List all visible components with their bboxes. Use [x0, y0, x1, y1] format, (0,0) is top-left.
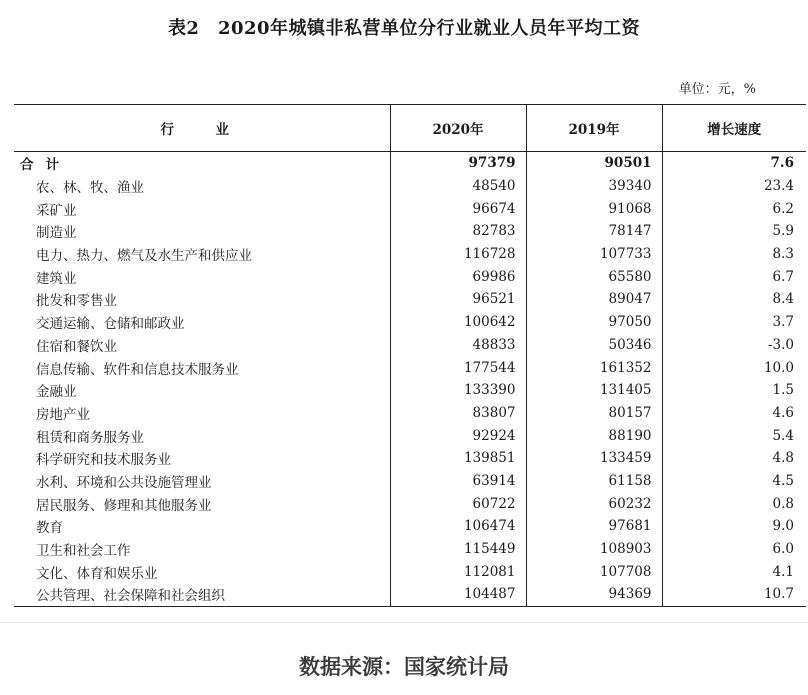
value-2019-cell: 89047 — [526, 288, 662, 311]
growth-cell: 5.9 — [662, 220, 806, 243]
industry-cell: 公共管理、社会保障和社会组织 — [14, 583, 390, 606]
value-2019-cell: 91068 — [526, 197, 662, 220]
table-header-row — [14, 105, 806, 152]
growth-cell: 6.7 — [662, 265, 806, 288]
value-2019-cell: 78147 — [526, 220, 662, 243]
growth-cell: 6.2 — [662, 197, 806, 220]
table-row — [14, 175, 806, 198]
table-body — [14, 152, 806, 607]
growth-cell: 4.8 — [662, 447, 806, 470]
value-2020-cell: 83807 — [390, 402, 526, 425]
value-2020-cell: 100642 — [390, 311, 526, 334]
value-2020-cell: 177544 — [390, 356, 526, 379]
header-industry: 行 业 — [14, 105, 390, 152]
table-row — [14, 265, 806, 288]
value-2019-cell: 107708 — [526, 560, 662, 583]
value-2020-cell: 60722 — [390, 492, 526, 515]
header-2019: 2019年 — [526, 105, 662, 152]
table-row — [14, 288, 806, 311]
growth-cell: 10.7 — [662, 583, 806, 606]
industry-cell: 租赁和商务服务业 — [36, 429, 144, 446]
growth-cell: 8.4 — [662, 288, 806, 311]
value-2020-cell: 115449 — [390, 538, 526, 561]
industry-cell: 卫生和社会工作 — [36, 543, 131, 560]
value-2020-cell: 116728 — [390, 243, 526, 266]
industry-cell: 金融业 — [36, 384, 77, 401]
growth-cell: 4.6 — [662, 402, 806, 425]
industry-cell: 居民服务、修理和其他服务业 — [36, 497, 212, 514]
industry-cell: 建筑业 — [36, 270, 77, 287]
growth-cell: 4.1 — [662, 560, 806, 583]
growth-cell: -3.0 — [662, 334, 806, 357]
value-2019-cell: 97050 — [526, 311, 662, 334]
growth-cell: 5.4 — [662, 424, 806, 447]
value-2020-cell: 104487 — [390, 583, 526, 606]
table-row — [14, 560, 806, 583]
value-2019-cell: 107733 — [526, 243, 662, 266]
header-2020: 2020年 — [390, 105, 526, 152]
industry-cell: 农、林、牧、渔业 — [36, 180, 144, 197]
growth-cell: 10.0 — [662, 356, 806, 379]
table-row — [14, 424, 806, 447]
value-2020-cell: 133390 — [390, 379, 526, 402]
value-2020-cell: 112081 — [390, 560, 526, 583]
value-2020-cell: 96674 — [390, 197, 526, 220]
industry-cell: 信息传输、软件和信息技术服务业 — [36, 361, 239, 378]
table-row — [14, 402, 806, 425]
value-2020-cell: 82783 — [390, 220, 526, 243]
industry-cell: 教育 — [36, 520, 63, 537]
value-2019-cell: 80157 — [526, 402, 662, 425]
value-2019-cell: 39340 — [526, 175, 662, 198]
industry-cell: 交通运输、仓储和邮政业 — [36, 316, 185, 333]
table-row — [14, 447, 806, 470]
value-2020-cell: 92924 — [390, 424, 526, 447]
value-2020-cell: 63914 — [390, 470, 526, 493]
industry-cell: 批发和零售业 — [36, 293, 117, 310]
growth-cell: 8.3 — [662, 243, 806, 266]
growth-cell: 9.0 — [662, 515, 806, 538]
value-2019-cell: 94369 — [526, 583, 662, 606]
industry-cell: 房地产业 — [36, 406, 90, 423]
growth-cell: 0.8 — [662, 492, 806, 515]
value-2019-cell: 133459 — [526, 447, 662, 470]
growth-cell: 4.5 — [662, 470, 806, 493]
value-2019-cell: 97681 — [526, 515, 662, 538]
table-row — [14, 243, 806, 266]
table-row — [14, 583, 806, 606]
table-row — [14, 311, 806, 334]
value-2019-cell: 65580 — [526, 265, 662, 288]
value-2019-cell: 60232 — [526, 492, 662, 515]
industry-cell: 水利、环境和公共设施管理业 — [36, 474, 212, 491]
wage-table — [14, 104, 806, 607]
value-2019-cell: 61158 — [526, 470, 662, 493]
footer — [0, 622, 808, 695]
value-2019-cell: 108903 — [526, 538, 662, 561]
table-row — [14, 334, 806, 357]
value-2020-cell: 48833 — [390, 334, 526, 357]
value-2019-cell: 131405 — [526, 379, 662, 402]
value-2020-cell: 69986 — [390, 265, 526, 288]
table-row — [14, 220, 806, 243]
industry-cell: 科学研究和技术服务业 — [36, 452, 171, 469]
value-2020-cell: 96521 — [390, 288, 526, 311]
industry-cell: 合计 — [20, 157, 71, 174]
growth-cell: 7.6 — [662, 152, 806, 175]
value-2019-cell: 50346 — [526, 334, 662, 357]
table-row — [14, 538, 806, 561]
table-title: 表2 2020年城镇非私营单位分行业就业人员年平均工资 — [167, 18, 641, 39]
value-2019-cell: 161352 — [526, 356, 662, 379]
table-row — [14, 515, 806, 538]
table-row — [14, 356, 806, 379]
table-row — [14, 492, 806, 515]
value-2019-cell: 88190 — [526, 424, 662, 447]
table-row-total — [14, 152, 806, 175]
header-growth: 增长速度 — [662, 105, 806, 152]
value-2019-cell: 90501 — [526, 152, 662, 175]
value-2020-cell: 106474 — [390, 515, 526, 538]
growth-cell: 6.0 — [662, 538, 806, 561]
value-2020-cell: 139851 — [390, 447, 526, 470]
table-row — [14, 470, 806, 493]
unit-note: 单位：元，% — [678, 82, 756, 97]
growth-cell: 23.4 — [662, 175, 806, 198]
industry-cell: 住宿和餐饮业 — [36, 338, 117, 355]
value-2020-cell: 48540 — [390, 175, 526, 198]
industry-cell: 文化、体育和娱乐业 — [36, 565, 158, 582]
growth-cell: 3.7 — [662, 311, 806, 334]
industry-cell: 制造业 — [36, 225, 77, 242]
table-row — [14, 197, 806, 220]
value-2020-cell: 97379 — [390, 152, 526, 175]
industry-cell: 采矿业 — [36, 202, 77, 219]
industry-cell: 电力、热力、燃气及水生产和供应业 — [36, 248, 252, 265]
data-source: 数据来源：国家统计局 — [299, 655, 509, 679]
table-row — [14, 379, 806, 402]
growth-cell: 1.5 — [662, 379, 806, 402]
